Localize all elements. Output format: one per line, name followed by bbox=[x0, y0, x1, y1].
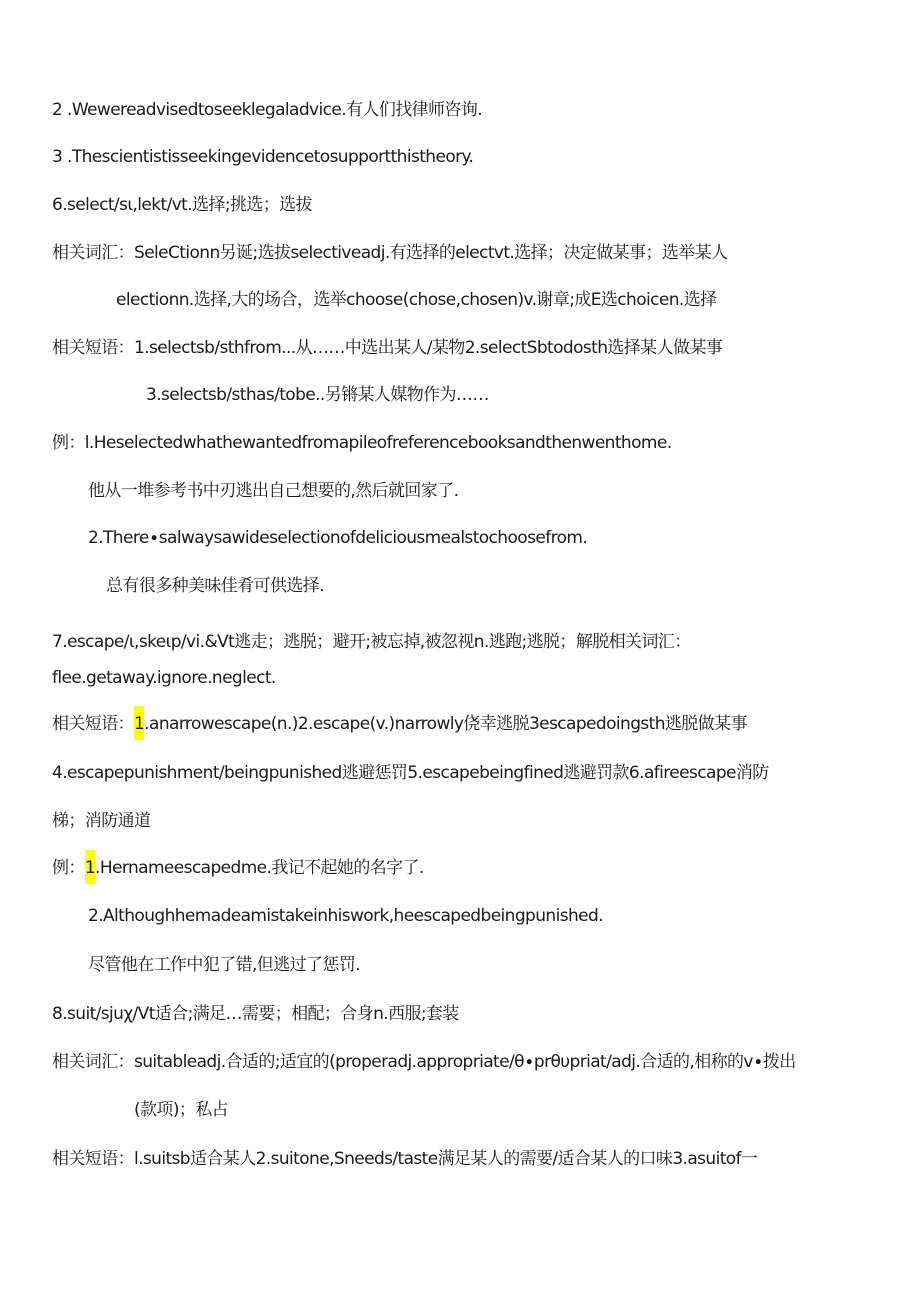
example-sentence-seek-advice: 2 .Wewereadvisedtoseeklegaladvice.有人们找律师咨询. bbox=[52, 100, 483, 120]
related-words-suit: 相关词汇：suitableadj.合适的;适宜的(properadj.appropriate∕θ∙prθυpriat∕adj.合适的,相称的v∙拨出 bbox=[52, 1052, 796, 1072]
example-escape-2-zh: 尽管他在工作中犯了错,但逃过了惩罚. bbox=[88, 955, 361, 975]
entry-heading-suit: 8.suit∕sjuχ∕Vt适合;满足…需要；相配；合身n.西服;套装 bbox=[52, 1004, 459, 1024]
example-select-1-zh: 他从一堆参考书中刃逃出自己想要的,然后就回家了. bbox=[88, 481, 459, 501]
related-phrases-select-continued: 3.selectsb/sthas/tobe..另锵某人媒物作为…… bbox=[146, 385, 489, 405]
example-select-2-en: 2.There∙salwaysawideselectionofdeliciousmealstochoosefrom. bbox=[88, 528, 588, 548]
related-words-escape: flee.getaway.ignore.neglect. bbox=[52, 668, 276, 688]
entry-heading-select: 6.select∕sι,lekt∕vt.选择;挑选；选拔 bbox=[52, 195, 312, 215]
related-phrases-escape-end: 梯；消防通道 bbox=[52, 811, 151, 831]
example-select-1-en: 例：l.Heselectedwhathewantedfromapileofreferencebooksandthenwenthome. bbox=[52, 433, 672, 453]
related-phrases-suit: 相关短语：l.suitsb适合某人2.suitone,Sneeds/taste满足某人的需要/适合某人的口味3.asuitof一 bbox=[52, 1149, 758, 1169]
entry-heading-escape: 7.escape∕ι,skeιp∕vi.&Vt逃走；逃脱；避开;被忘掉,被忽视n.逃跑;逃脱；解脱相关词汇： bbox=[52, 632, 691, 652]
related-phrases-escape-text: .anarrowescape(n.)2.escape(v.)narrowly侥幸逃脱3escapedoingsth逃脱做某事 bbox=[144, 714, 747, 734]
related-words-suit-continued: (款项)；私占 bbox=[134, 1100, 229, 1120]
highlighted-number: 1 bbox=[85, 850, 95, 884]
related-phrases-escape bbox=[52, 712, 747, 736]
related-phrases-label: 相关短语： bbox=[52, 714, 134, 734]
example-escape-2-en: 2.Althoughhemadeamistakeinhiswork,heescapedbeingpunished. bbox=[88, 906, 603, 926]
example-escape-1-text: .Hernameescapedme.我记不起她的名字了. bbox=[95, 858, 424, 878]
highlighted-number: 1 bbox=[134, 706, 144, 740]
related-phrases-escape-continued: 4.escapepunishment/beingpunished逃避惩罚5.escapebeingfined逃避罚款6.afireescape消防 bbox=[52, 763, 769, 783]
related-phrases-select: 相关短语：1.selectsb/sthfrom...从……中选出某人/某物2.selectSbtodosth选择某人做某事 bbox=[52, 338, 723, 358]
example-select-2-zh: 总有很多种美味佳肴可供选择. bbox=[106, 576, 325, 596]
related-words-select: 相关词汇：SeleCtionn另诞;选拔selectiveadj.有选择的electvt.选择；决定做某事；选举某人 bbox=[52, 243, 728, 263]
example-label: 例： bbox=[52, 858, 85, 878]
example-escape-1 bbox=[52, 856, 424, 880]
related-words-select-continued: electionn.选择,大的场合，选举choose(chose,chosen)v.谢章;成E选choicen.选择 bbox=[116, 290, 717, 310]
example-sentence-seek-evidence: 3 .Thescientistisseekingevidencetosupportthistheory. bbox=[52, 147, 474, 167]
